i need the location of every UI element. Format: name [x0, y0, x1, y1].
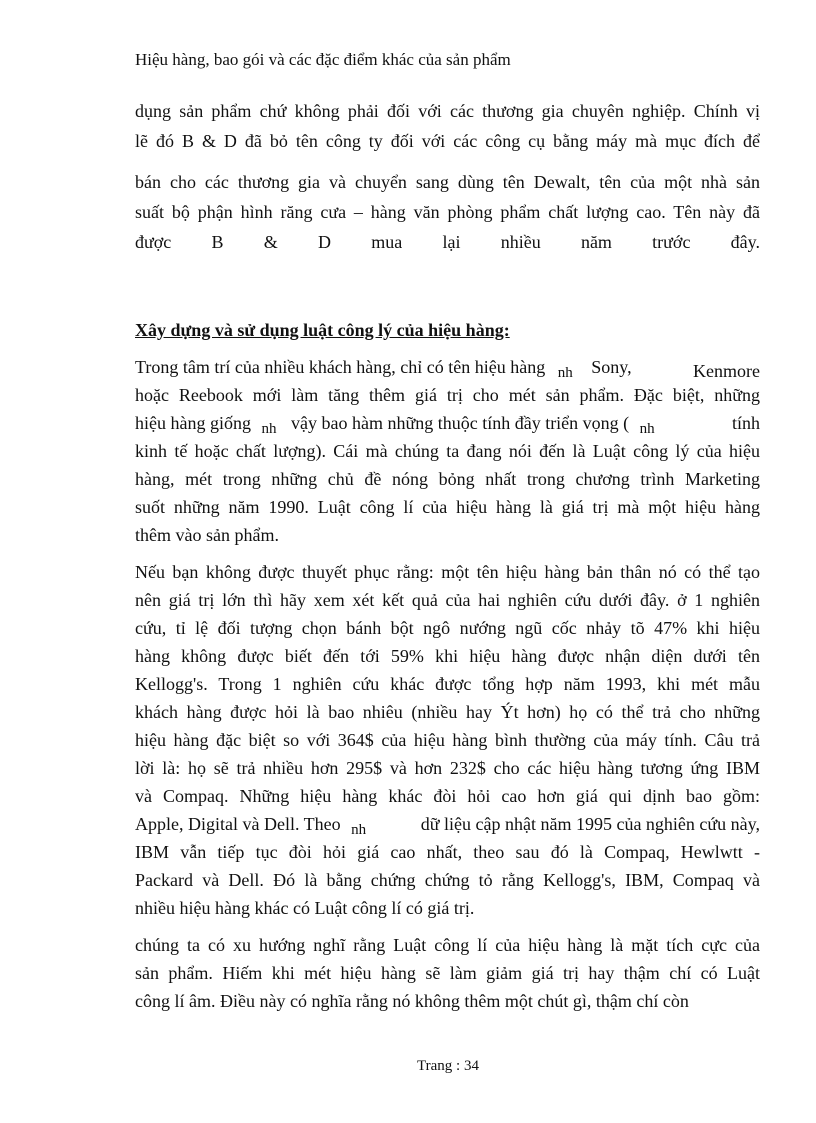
paragraph-2 — [135, 354, 760, 549]
text-line: dụng sản phẩm chứ không phải đối với các thương gia chuyên nghiệp. Chính vị — [135, 101, 760, 121]
text-line: hiệu hàng đặc biệt so với 364$ của hiệu hàng bình thường của máy tính. Câu trả — [135, 730, 760, 750]
text-line: suốt những năm 1990. Luật công lí của hiệu hàng là giá trị mà một hiệu hàng — [135, 497, 760, 517]
text-span: nh — [557, 365, 573, 381]
text-line: IBM vẫn tiếp tục đòi hỏi giá cao nhất, theo sau đó là Compaq, Hewlwtt - — [135, 842, 760, 862]
text-span: Kenmore — [693, 361, 760, 381]
text-line: nhiều hiệu hàng khác có Luật công lí có giá trị. — [135, 898, 475, 918]
text-span: vậy bao hàm những thuộc tính đầy triển vọng ( — [290, 413, 630, 433]
word: lại — [442, 232, 461, 252]
text-line: Kellogg's. Trong 1 nghiên cứu khác được tổng hợp năm 1993, khi mét mẫu — [135, 674, 760, 694]
word: năm — [580, 232, 612, 252]
running-header: Hiệu hàng, bao gói và các đặc điểm khác của sản phẩm — [135, 50, 511, 69]
text-line: lẽ đó B & D đã bỏ tên công ty đối với các công cụ bằng máy mà mục đích để — [135, 131, 760, 151]
word: B — [211, 232, 224, 252]
word: nhiều — [500, 232, 541, 252]
text-line: bán cho các thương gia và chuyển sang dùng tên Dewalt, tên của một nhà sản — [135, 172, 760, 192]
text-line: suất bộ phận hình răng cưa – hàng văn phòng phẩm chất lượng cao. Tên này đã — [135, 202, 760, 222]
text-line: thêm vào sản phẩm. — [135, 525, 279, 545]
word: trước — [652, 232, 691, 252]
text-span: Sony, — [591, 357, 632, 377]
text-span: Trong tâm trí của nhiều khách hàng, chỉ có tên hiệu hàng — [135, 357, 546, 377]
text-line: hàng, mét trong những chủ đề nóng bỏng nhất trong chương trình Marketing — [135, 469, 760, 489]
text-line: và Compaq. Những hiệu hàng khác đòi hỏi cao hơn giá qui dịnh bao gồm: — [135, 786, 760, 806]
word: & — [263, 232, 278, 252]
text-span: dữ liệu cập nhật năm 1995 của nghiên cứu này, — [420, 814, 760, 834]
text-line: khách hàng được hỏi là bao nhiêu (nhiều hay Ýt hơn) họ có thể trả cho những — [135, 702, 760, 722]
text-line: cứu, tỉ lệ đối tượng chọn bánh bột ngô nướng ngũ cốc nhảy tõ 47% khi hiệu — [135, 618, 760, 638]
word: đây. — [730, 232, 760, 252]
paragraph-3 — [135, 559, 760, 922]
text-span: nh — [351, 822, 367, 838]
text-span: hiệu hàng giống — [135, 413, 251, 433]
text-line: hoặc Reebook mới làm tăng thêm giá trị cho mét sản phẩm. Đặc biệt, những — [135, 385, 760, 405]
text-line: chúng ta có xu hướng nghĩ rằng Luật công lí của hiệu hàng là mặt tích cực của — [135, 935, 760, 955]
text-span: nh — [261, 421, 277, 437]
word: D — [318, 232, 331, 252]
page-number: Trang : 34 — [417, 1058, 479, 1074]
text-line — [135, 811, 760, 838]
section-heading: Xây dựng và sử dụng luật công lý của hiệu hàng: — [135, 320, 510, 340]
paragraph-4 — [135, 932, 760, 1015]
text-span: Apple, Digital và Dell. Theo — [135, 814, 341, 834]
text-line: nên giá trị lớn thì hãy xem xét kết quả của hai nghiên cứu dưới đây. ở 1 nghiên — [135, 590, 760, 610]
text-line: Packard và Dell. Đó là bằng chứng chứng tỏ rằng Kellogg's, IBM, Compaq và — [135, 870, 760, 890]
text-line: hàng không được biết đến tới 59% khi hiệu hàng được nhận diện dưới tên — [135, 646, 760, 666]
text-line-spread — [135, 229, 760, 256]
text-span: tính — [731, 413, 760, 433]
text-line: Nếu bạn không được thuyết phục rằng: một tên hiệu hàng bản thân nó có thể tạo — [135, 562, 760, 582]
text-line — [135, 410, 760, 437]
paragraph-1 — [135, 98, 760, 256]
text-line: sản phẩm. Hiếm khi mét hiệu hàng sẽ làm giảm giá trị hay thậm chí có Luật — [135, 963, 760, 983]
text-line: lời là: họ sẽ trả nhiều hơn 295$ và hơn 232$ cho các hiệu hàng tương ứng IBM — [135, 758, 760, 778]
word: được — [135, 232, 172, 252]
word: mua — [371, 232, 403, 252]
text-line: kinh tế hoặc chất lượng). Cái mà chúng ta đang nói đến là Luật công lý của hiệu — [135, 441, 760, 461]
text-line: công lí âm. Điều này có nghĩa rằng nó không thêm một chút gì, thậm chí còn — [135, 991, 689, 1011]
text-line — [135, 354, 760, 381]
text-span: nh — [639, 421, 655, 437]
